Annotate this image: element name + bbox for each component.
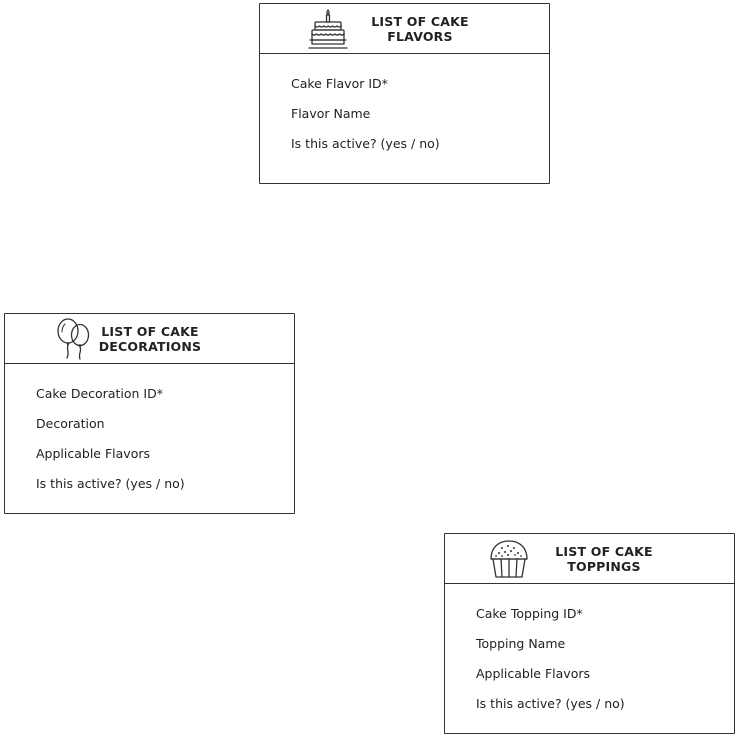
- entity-title-line-1: LIST OF CAKE: [555, 544, 653, 559]
- field-cake-decoration-id[interactable]: Cake Decoration ID*: [36, 386, 163, 401]
- entity-header: [260, 4, 549, 54]
- entity-title-line-2: FLAVORS: [387, 29, 453, 44]
- field-is-active[interactable]: Is this active? (yes / no): [36, 476, 185, 491]
- cupcake-icon: [488, 538, 530, 580]
- field-decoration[interactable]: Decoration: [36, 416, 105, 431]
- entity-cake-decorations[interactable]: [4, 313, 295, 514]
- field-applicable-flavors[interactable]: Applicable Flavors: [36, 446, 150, 461]
- entity-header: [5, 314, 294, 364]
- field-applicable-flavors[interactable]: Applicable Flavors: [476, 666, 590, 681]
- entity-title-line-1: LIST OF CAKE: [371, 14, 469, 29]
- entity-title-line-2: TOPPINGS: [567, 559, 641, 574]
- field-cake-flavor-id[interactable]: Cake Flavor ID*: [291, 76, 388, 91]
- field-cake-topping-id[interactable]: Cake Topping ID*: [476, 606, 583, 621]
- balloons-icon: [53, 317, 93, 361]
- entity-title-line-2: DECORATIONS: [98, 339, 202, 354]
- field-topping-name[interactable]: Topping Name: [476, 636, 566, 651]
- entity-title: [539, 544, 669, 574]
- entity-title: [355, 14, 485, 44]
- entity-title-line-1: LIST OF CAKE: [101, 324, 199, 339]
- entity-header: [445, 534, 734, 584]
- field-flavor-name[interactable]: Flavor Name: [291, 106, 371, 121]
- entity-cake-toppings[interactable]: [444, 533, 735, 734]
- field-is-active[interactable]: Is this active? (yes / no): [476, 696, 625, 711]
- entity-title: [90, 324, 210, 354]
- field-is-active[interactable]: Is this active? (yes / no): [291, 136, 440, 151]
- birthday-cake-icon: [308, 8, 348, 50]
- entity-cake-flavors[interactable]: [259, 3, 550, 184]
